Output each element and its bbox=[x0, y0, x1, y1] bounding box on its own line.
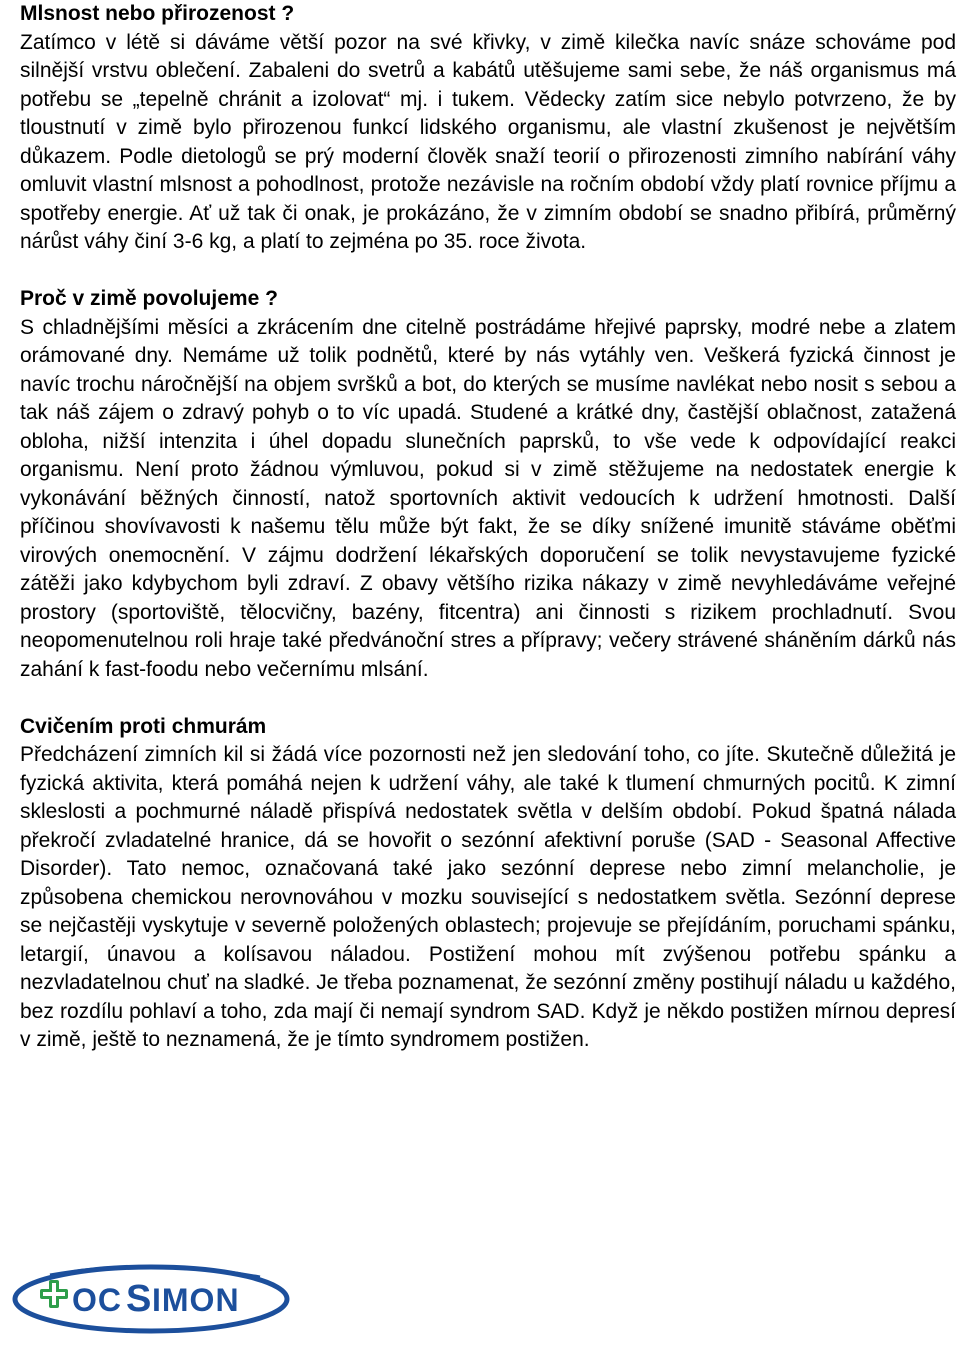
section-paragraph: Předcházení zimních kil si žádá více pozornosti než jen sledování toho, co jíte. Skutečně důležitá je fyzická aktivita, která pomáhá nejen k udržení váhy, ale také k tlumení chmurných pocitů. K zimní skleslosti a pochmurné náladě přispívá nedostatek světla v delším období. Pokud špatná nálada překročí zvladatelné hranice, dá se hovořit o sezónní afektivní poruše (SAD - Seasonal Affective Disorder). Tato nemoc, označovaná také jako sezónní deprese nebo zimní melancholie, je způsobena chemickou nerovnováhou v mozku související s nedostatkem světla. Sezónní deprese se nejčastěji vyskytuje v severně položených oblastech; projevuje se přejídáním, poruchami spánku, letargií, únavou a kolísavou náladou. Postižení mohou mít zvýšenou potřebu spánku a nezvladatelnou chuť na sladké. Je třeba poznamenat, že sezónní změny postihují náladu u každého, bez rozdílu pohlaví a toho, zda mají či nemají syndrom SAD. Když je někdo postižen mírnou depresí v zimě, ještě to neznamená, že je tímto syndromem postižen. bbox=[20, 743, 956, 1051]
medical-cross-icon bbox=[40, 1280, 68, 1308]
logo-graphic bbox=[10, 1263, 292, 1335]
section-mlsnost bbox=[20, 0, 956, 257]
docsimon-logo bbox=[10, 1263, 292, 1335]
section-proc-v-zime bbox=[20, 285, 956, 684]
section-heading: Mlsnost nebo přirozenost ? bbox=[20, 2, 295, 25]
paragraph-gap bbox=[20, 257, 956, 286]
section-paragraph: Zatímco v létě si dáváme větší pozor na své křivky, v zimě kilečka navíc snáze schováme pod silnější vrstvu oblečení. Zabaleni do svetrů a kabátů utěšujeme sami sebe, že náš organismus má potřebu se „tepelně chránit a izolovat“ mj. i tukem. Vědecky zatím sice nebylo potvrzeno, že by tloustnutí v zimě bylo přirozenou funkcí lidského organismu, ale vlastní zkušenost je největším důkazem. Podle dietologů se prý moderní člověk snaží teorií o přirozenosti zimního nabírání váhy omluvit vlastní mlsnost a pohodlnost, protože nezávisle na ročním období vždy platí rovnice příjmu a spotřeby energie. Ať už tak či onak, je prokázáno, že v zimním období se snadno přibírá, průměrný nárůst váhy činí 3-6 kg, a platí to zejména po 35. roce života. bbox=[20, 30, 956, 253]
document-page bbox=[20, 0, 956, 1055]
section-paragraph: S chladnějšími měsíci a zkrácením dne citelně postrádáme hřejivé paprsky, modré nebe a zlatem orámované dny. Nemáme už tolik podnětů, které by nás vytáhly ven. Veškerá fyzická činnost je navíc trochu náročnější na objem svršků a bot, do kterých se musíme navlékat nebo nosit s sebou a tak náš zájem o zdravý pohyb o to víc upadá. Studené a krátké dny, častější oblačnost, zatažená obloha, nižší intenzita i úhel dopadu slunečních paprsků, to vše vede k odpovídající reakci organismu. Není proto žádnou výmluvou, pokud si v zimě stěžujeme na nedostatek energie k vykonávání běžných činností, natož sportovních aktivit vedoucích k udržení hmotnosti. Další příčinou shovívavosti k našemu tělu může být fakt, že se díky snížené imunitě stáváme oběťmi virových onemocnění. V zájmu dodržení lékařských doporučení se tolik nevystavujeme fyzické zátěži jako kdybychom byli zdraví. Z obavy většího rizika nákazy v zimě nevyhledáváme veřejné prostory (sportoviště, tělocvičny, bazény, fitcentra) ani činnosti s rizikem prochladnutí. Svou neopomenutelnou roli hraje také předvánoční stres a přípravy; večery strávené sháněním dárků nás zahání k fast-foodu nebo večernímu mlsání. bbox=[20, 315, 956, 681]
paragraph-gap bbox=[20, 684, 956, 713]
section-cvicenim bbox=[20, 713, 956, 1055]
svg-text:S: S bbox=[126, 1278, 153, 1320]
svg-text:IMON: IMON bbox=[152, 1282, 240, 1318]
svg-text:OC: OC bbox=[72, 1282, 122, 1318]
section-heading: Proč v zimě povolujeme ? bbox=[20, 287, 278, 310]
section-heading: Cvičením proti chmurám bbox=[20, 714, 267, 738]
